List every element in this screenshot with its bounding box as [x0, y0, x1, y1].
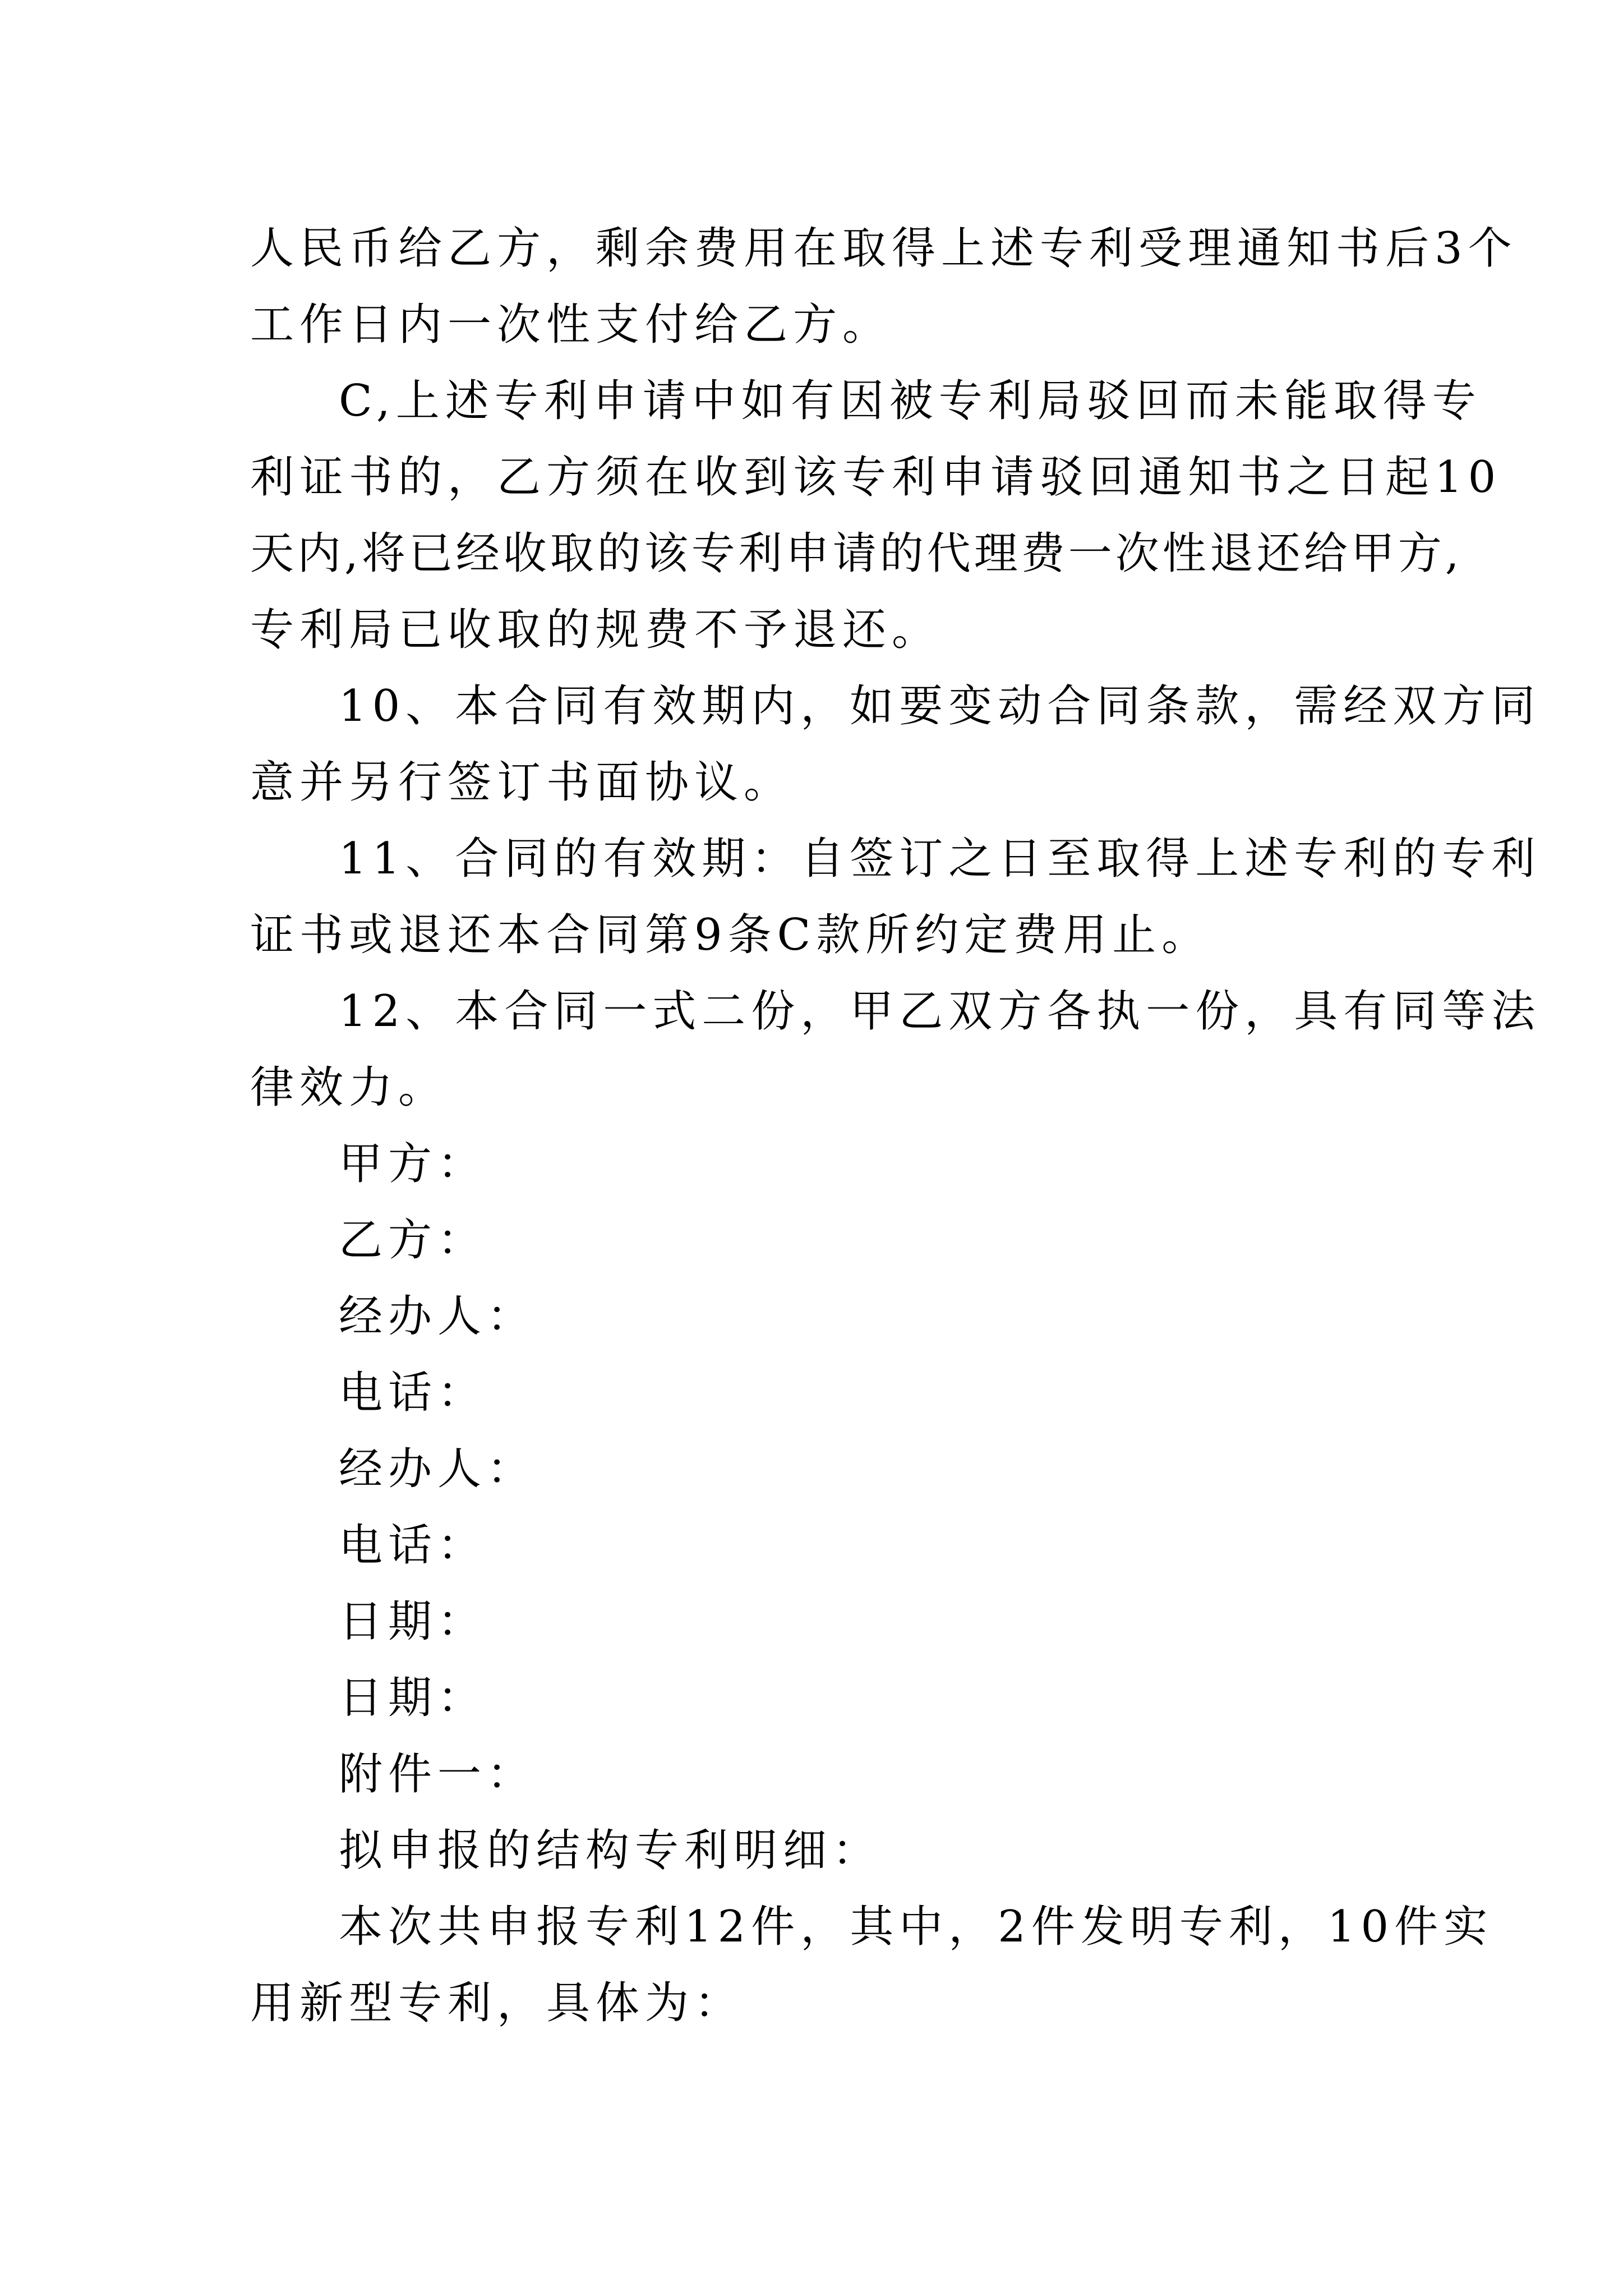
clause-11-line: 11、合同的有效期：自签订之日至取得上述专利的专利	[339, 834, 1541, 884]
phone-label: 电话：	[339, 1368, 487, 1418]
phone-label: 电话：	[339, 1520, 487, 1571]
date-label: 日期：	[339, 1673, 487, 1723]
attachment-heading: 附件一：	[339, 1749, 537, 1800]
body-line: 用新型专利，具体为：	[250, 1978, 744, 2028]
body-line: 专利局已收取的规费不予退还。	[250, 605, 942, 655]
body-line: 天内,将已经收取的该专利申请的代理费一次性退还给甲方,	[250, 528, 1463, 579]
date-label: 日期：	[339, 1596, 487, 1647]
body-line: 人民币给乙方，剩余费用在取得上述专利受理通知书后3个	[250, 223, 1518, 274]
party-b-label: 乙方：	[339, 1215, 487, 1266]
body-line: 意并另行签订书面协议。	[250, 757, 794, 808]
patent-summary-line: 本次共申报专利12件，其中，2件发明专利，10件实	[339, 1902, 1493, 1952]
body-line: 工作日内一次性支付给乙方。	[250, 300, 892, 350]
agent-label: 经办人：	[339, 1291, 537, 1342]
body-line: 律效力。	[250, 1062, 448, 1113]
agent-label: 经办人：	[339, 1444, 537, 1494]
body-line: 证书或退还本合同第9条C款所约定费用止。	[250, 910, 1211, 960]
body-line: 利证书的，乙方须在收到该专利申请驳回通知书之日起10	[250, 452, 1502, 503]
paragraph-c-line: C,上述专利申请中如有因被专利局驳回而未能取得专	[339, 376, 1482, 426]
patent-list-heading: 拟申报的结构专利明细：	[339, 1825, 882, 1876]
clause-12-line: 12、本合同一式二份，甲乙双方各执一份，具有同等法	[339, 986, 1541, 1037]
party-a-label: 甲方：	[339, 1139, 487, 1189]
clause-10-line: 10、本合同有效期内，如要变动合同条款，需经双方同	[339, 681, 1541, 731]
